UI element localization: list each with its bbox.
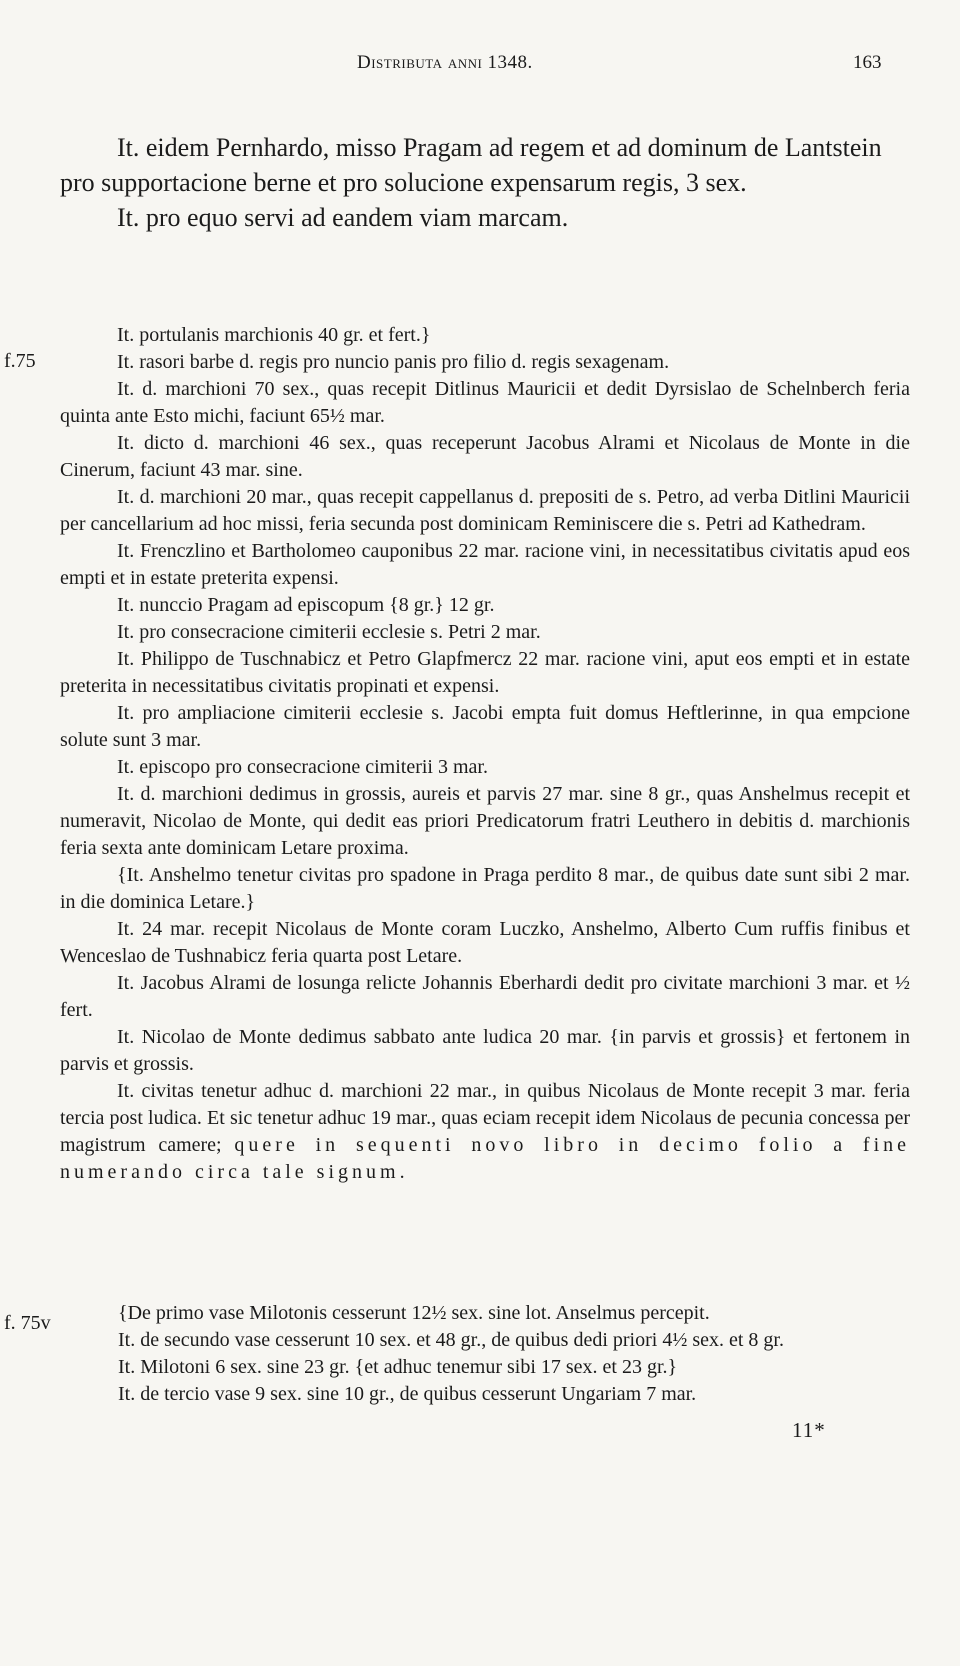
- entry-paragraph: It. pro ampliacione cimiterii ecclesie s. Jacobi empta fuit domus Heftlerinne, in qua empcione solute sunt 3 mar.: [60, 702, 910, 751]
- page-header: [0, 52, 960, 82]
- entry-text: It. civitas tenetur adhuc d. marchioni 22 mar., in quibus Nicolaus de Monte recepit 3 mar. feria tercia post ludica. Et sic tenetur adhuc 19 mar., quas eciam recepit idem Nicolaus de pecunia concessa per magistrum camere;: [60, 1080, 910, 1156]
- entry-paragraph: It. eidem Pernhardo, misso Pragam ad regem et ad dominum de Lantstein pro supportacione berne et pro solucione expensarum regis, 3 sex.: [60, 133, 882, 197]
- folio-75v-entries: [60, 1300, 910, 1408]
- margin-folio-note: f.75: [4, 350, 36, 372]
- entry-paragraph: It. d. marchioni 20 mar., quas recepit cappellanus d. prepositi de s. Petro, ad verba Ditlini Mauricii per cancellarium ad hoc missi, feria secunda post dominicam Reminiscere die s. Petri ad Kathedram.: [60, 486, 910, 535]
- running-title: Distributa anni 1348.: [357, 52, 533, 73]
- entry-paragraph: It. Philippo de Tuschnabicz et Petro Glapfmercz 22 mar. racione vini, aput eos empti et in estate preterita in necessitatibus civitatis propinati et expensi.: [60, 648, 910, 697]
- entry-paragraph: It. 24 mar. recepit Nicolaus de Monte coram Luczko, Anshelmo, Alberto Cum ruffis finibus et Wenceslao de Tushnabicz feria quarta post Letare.: [60, 918, 910, 967]
- entry-paragraph: It. Nicolao de Monte dedimus sabbato ante ludica 20 mar. {in parvis et grossis} et fertonem in parvis et grossis.: [60, 1026, 910, 1075]
- entry-paragraph: It. episcopo pro consecracione cimiterii 3 mar.: [117, 756, 488, 778]
- signature-mark: 11*: [792, 1418, 826, 1442]
- entry-paragraph: It. d. marchioni dedimus in grossis, aureis et parvis 27 mar. sine 8 gr., quas Anshelmus recepit et numeravit, Nicolao de Monte, qui dedit eas priori Predicatorum fratri Leuthero in debitis d. marchionis feria sexta ante dominicam Letare proxima.: [60, 783, 910, 859]
- entry-paragraph: It. pro equo servi ad eandem viam marcam.: [117, 203, 569, 232]
- entry-paragraph: It. Frenczlino et Bartholomeo cauponibus 22 mar. racione vini, in necessitatibus civitatis apud eos empti et in estate preterita expensi.: [60, 540, 910, 589]
- entry-paragraph: It. d. marchioni 70 sex., quas recepit Ditlinus Mauricii et dedit Dyrsislao de Schelnberch feria quinta ante Esto michi, faciunt 65½ mar.: [60, 378, 910, 427]
- entry-paragraph: It. Milotoni 6 sex. sine 23 gr. {et adhuc tenemur sibi 17 sex. et 23 gr.}: [118, 1356, 678, 1378]
- entry-paragraph: It. nunccio Pragam ad episcopum {8 gr.} 12 gr.: [117, 594, 495, 616]
- entry-paragraph: It. rasori barbe d. regis pro nuncio panis pro filio d. regis sexagenam.: [117, 351, 670, 373]
- entry-paragraph: It. dicto d. marchioni 46 sex., quas receperunt Jacobus Alrami et Nicolaus de Monte in die Cinerum, faciunt 43 mar. sine.: [60, 432, 910, 481]
- page-number: 163: [853, 52, 882, 73]
- entry-paragraph: It. de secundo vase cesserunt 10 sex. et 48 gr., de quibus dedi priori 4½ sex. et 8 gr.: [118, 1329, 784, 1351]
- entry-paragraph: It. Jacobus Alrami de losunga relicte Johannis Eberhardi dedit pro civitate marchioni 3 mar. et ½ fert.: [60, 972, 910, 1021]
- spaced-note: quere in sequenti novo libro in decimo folio a fine numerando circa tale signum.: [60, 1134, 911, 1183]
- entry-paragraph: {It. Anshelmo tenetur civitas pro spadone in Praga perdito 8 mar., de quibus date sunt sibi 2 mar. in die dominica Letare.}: [60, 864, 910, 913]
- entry-paragraph: It. de tercio vase 9 sex. sine 10 gr., de quibus cesserunt Ungariam 7 mar.: [118, 1383, 697, 1405]
- main-entries: [60, 322, 910, 1186]
- large-type-entries: [60, 130, 910, 235]
- entry-paragraph: {De primo vase Milotonis cesserunt 12½ sex. sine lot. Anselmus percepit.: [118, 1302, 710, 1324]
- entry-paragraph: It. portulanis marchionis 40 gr. et fert.}: [117, 324, 431, 346]
- entry-paragraph: [60, 1078, 910, 1186]
- entry-paragraph: It. pro consecracione cimiterii ecclesie s. Petri 2 mar.: [117, 621, 541, 643]
- margin-folio-note: f. 75v: [4, 1312, 51, 1334]
